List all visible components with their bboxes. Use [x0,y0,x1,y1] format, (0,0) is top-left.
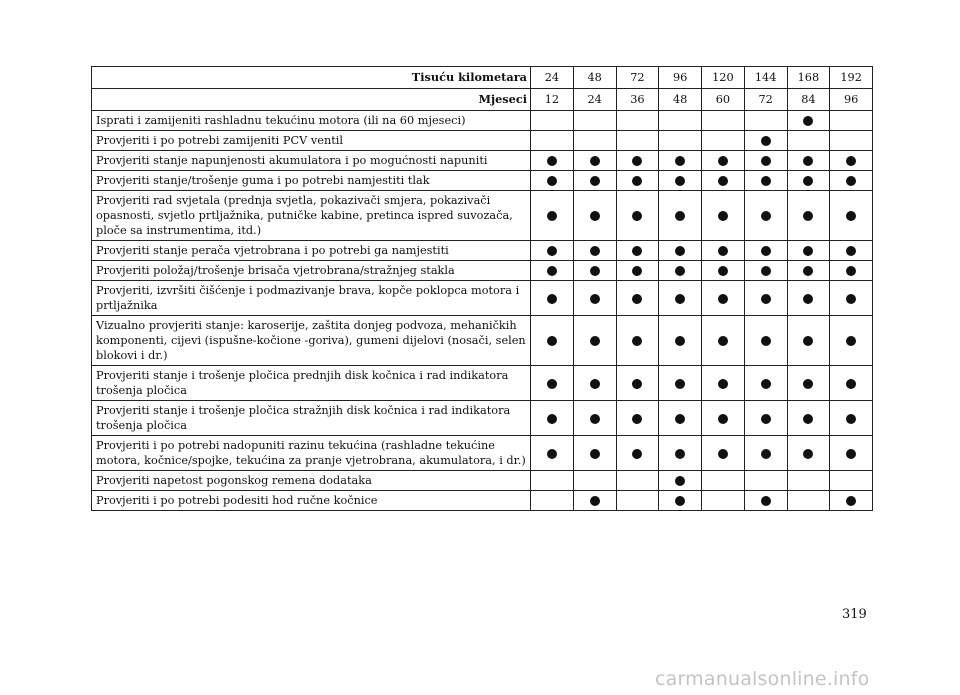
service-dot-icon [803,156,813,166]
interval-cell [787,111,830,131]
interval-cell [830,241,873,261]
service-dot-icon [590,156,600,166]
interval-cell [702,401,745,436]
service-dot-icon [632,449,642,459]
service-dot-icon [846,266,856,276]
interval-cell [531,111,574,131]
table-row [92,131,873,151]
interval-cell [702,281,745,316]
service-dot-icon [846,336,856,346]
interval-cell [830,171,873,191]
service-dot-icon [675,449,685,459]
service-dot-icon [632,266,642,276]
task-description: Provjeriti i po potrebi zamijeniti PCV ventil [92,131,531,151]
interval-cell [787,471,830,491]
table-row [92,491,873,511]
header-row-months [92,89,873,111]
interval-cell [702,241,745,261]
months-header-value: 60 [702,89,745,111]
interval-cell [616,401,659,436]
months-header-value: 12 [531,89,574,111]
table-row [92,366,873,401]
task-description: Provjeriti stanje i trošenje pločica prednjih disk kočnica i rad indikatora trošenja pločica [92,366,531,401]
interval-cell [787,316,830,366]
interval-cell [531,171,574,191]
service-dot-icon [718,449,728,459]
interval-cell [573,151,616,171]
task-description: Isprati i zamijeniti rashladnu tekućinu motora (ili na 60 mjeseci) [92,111,531,131]
task-description: Provjeriti stanje i trošenje pločica stražnjih disk kočnica i rad indikatora trošenja pločica [92,401,531,436]
km-header-value: 144 [744,67,787,89]
service-dot-icon [803,294,813,304]
service-dot-icon [846,294,856,304]
interval-cell [531,281,574,316]
interval-cell [531,316,574,366]
interval-cell [787,191,830,241]
interval-cell [531,241,574,261]
service-dot-icon [761,176,771,186]
interval-cell [573,471,616,491]
interval-cell [744,436,787,471]
service-dot-icon [846,246,856,256]
service-dot-icon [675,176,685,186]
task-description: Provjeriti i po potrebi podesiti hod ručne kočnice [92,491,531,511]
interval-cell [659,366,702,401]
km-header-value: 24 [531,67,574,89]
interval-cell [531,366,574,401]
months-header-value: 72 [744,89,787,111]
km-header-value: 168 [787,67,830,89]
table-row [92,151,873,171]
interval-cell [702,316,745,366]
interval-cell [702,111,745,131]
interval-cell [531,191,574,241]
task-description: Provjeriti stanje napunjenosti akumulatora i po mogućnosti napuniti [92,151,531,171]
interval-cell [830,281,873,316]
interval-cell [787,366,830,401]
interval-cell [830,401,873,436]
service-dot-icon [761,211,771,221]
interval-cell [659,436,702,471]
interval-cell [702,191,745,241]
interval-cell [616,316,659,366]
service-dot-icon [547,266,557,276]
service-dot-icon [590,266,600,276]
table-row [92,471,873,491]
service-dot-icon [718,211,728,221]
service-dot-icon [547,336,557,346]
service-dot-icon [547,246,557,256]
table-row [92,436,873,471]
interval-cell [744,261,787,281]
task-description: Provjeriti, izvršiti čišćenje i podmazivanje brava, kopče poklopca motora i prtljažnika [92,281,531,316]
service-dot-icon [547,176,557,186]
months-header-value: 36 [616,89,659,111]
interval-cell [830,131,873,151]
table-row [92,261,873,281]
km-header-value: 72 [616,67,659,89]
service-dot-icon [846,496,856,506]
interval-cell [531,491,574,511]
interval-cell [744,491,787,511]
task-description: Provjeriti položaj/trošenje brisača vjetrobrana/stražnjeg stakla [92,261,531,281]
interval-cell [573,191,616,241]
km-header-value: 96 [659,67,702,89]
interval-cell [616,436,659,471]
service-dot-icon [718,294,728,304]
task-description: Provjeriti i po potrebi nadopuniti razinu tekućina (rashladne tekućine motora, kočnice/spojke, tekućina za pranje vjetrobrana, akumulatora, i dr.) [92,436,531,471]
service-dot-icon [718,156,728,166]
interval-cell [573,436,616,471]
interval-cell [744,366,787,401]
interval-cell [573,491,616,511]
table-row [92,241,873,261]
interval-cell [702,491,745,511]
service-dot-icon [846,414,856,424]
interval-cell [659,316,702,366]
interval-cell [830,191,873,241]
service-dot-icon [803,176,813,186]
interval-cell [787,436,830,471]
interval-cell [744,191,787,241]
service-dot-icon [761,336,771,346]
interval-cell [573,131,616,151]
months-header-value: 48 [659,89,702,111]
table-row [92,316,873,366]
interval-cell [744,171,787,191]
service-dot-icon [632,211,642,221]
service-dot-icon [718,414,728,424]
interval-cell [702,261,745,281]
service-dot-icon [632,176,642,186]
service-dot-icon [718,379,728,389]
page-number: 319 [842,607,867,622]
service-dot-icon [761,156,771,166]
interval-cell [744,316,787,366]
service-dot-icon [547,449,557,459]
interval-cell [659,401,702,436]
interval-cell [787,261,830,281]
interval-cell [531,401,574,436]
service-dot-icon [803,449,813,459]
interval-cell [659,281,702,316]
interval-cell [787,131,830,151]
interval-cell [573,281,616,316]
interval-cell [531,471,574,491]
interval-cell [616,241,659,261]
service-dot-icon [632,414,642,424]
interval-cell [659,491,702,511]
service-dot-icon [846,449,856,459]
interval-cell [744,281,787,316]
months-header-value: 84 [787,89,830,111]
interval-cell [616,111,659,131]
interval-cell [659,111,702,131]
service-dot-icon [675,246,685,256]
service-dot-icon [547,294,557,304]
interval-cell [659,171,702,191]
interval-cell [787,401,830,436]
interval-cell [659,191,702,241]
task-description: Provjeriti stanje/trošenje guma i po potrebi namjestiti tlak [92,171,531,191]
interval-cell [744,241,787,261]
interval-cell [573,401,616,436]
service-dot-icon [803,414,813,424]
service-dot-icon [675,156,685,166]
interval-cell [702,366,745,401]
interval-cell [744,471,787,491]
interval-cell [830,366,873,401]
interval-cell [616,171,659,191]
interval-cell [787,241,830,261]
interval-cell [616,191,659,241]
service-dot-icon [718,246,728,256]
service-dot-icon [803,336,813,346]
service-dot-icon [846,156,856,166]
service-dot-icon [675,476,685,486]
service-dot-icon [675,414,685,424]
interval-cell [573,366,616,401]
service-dot-icon [590,336,600,346]
table-row [92,191,873,241]
interval-cell [616,131,659,151]
service-dot-icon [803,379,813,389]
interval-cell [744,111,787,131]
header-row-kilometers [92,67,873,89]
interval-cell [573,261,616,281]
interval-cell [616,366,659,401]
interval-cell [531,436,574,471]
service-dot-icon [761,496,771,506]
table-row [92,401,873,436]
service-dot-icon [675,294,685,304]
interval-cell [830,471,873,491]
service-dot-icon [590,414,600,424]
service-dot-icon [632,156,642,166]
service-dot-icon [632,246,642,256]
service-dot-icon [803,211,813,221]
service-dot-icon [590,211,600,221]
service-dot-icon [547,379,557,389]
interval-cell [531,261,574,281]
interval-cell [787,491,830,511]
months-header-value: 96 [830,89,873,111]
service-dot-icon [803,266,813,276]
service-dot-icon [590,176,600,186]
table-row [92,111,873,131]
service-dot-icon [761,266,771,276]
service-dot-icon [761,414,771,424]
service-dot-icon [675,379,685,389]
service-dot-icon [632,379,642,389]
interval-cell [659,241,702,261]
interval-cell [744,151,787,171]
interval-cell [573,316,616,366]
maintenance-schedule-table [91,66,873,511]
interval-cell [616,281,659,316]
service-dot-icon [590,294,600,304]
service-dot-icon [547,156,557,166]
service-dot-icon [803,246,813,256]
interval-cell [702,471,745,491]
interval-cell [616,261,659,281]
interval-cell [830,436,873,471]
interval-cell [830,151,873,171]
table-row [92,281,873,316]
interval-cell [830,261,873,281]
interval-cell [830,491,873,511]
task-description: Provjeriti rad svjetala (prednja svjetla, pokazivači smjera, pokazivači opasnosti, svjetlo prtljažnika, putničke kabine, pretinca ispred suvozača, ploče sa instrumentima, itd.) [92,191,531,241]
interval-cell [830,111,873,131]
interval-cell [531,151,574,171]
interval-cell [787,171,830,191]
interval-cell [830,316,873,366]
interval-cell [616,491,659,511]
months-header-value: 24 [573,89,616,111]
service-dot-icon [675,266,685,276]
service-dot-icon [632,336,642,346]
service-dot-icon [718,176,728,186]
service-dot-icon [803,116,813,126]
service-dot-icon [547,211,557,221]
interval-cell [702,171,745,191]
interval-cell [659,131,702,151]
service-dot-icon [718,266,728,276]
service-dot-icon [590,246,600,256]
service-dot-icon [846,211,856,221]
service-dot-icon [761,246,771,256]
service-dot-icon [675,211,685,221]
table-row [92,171,873,191]
interval-cell [573,111,616,131]
interval-cell [573,241,616,261]
interval-cell [702,436,745,471]
interval-cell [659,471,702,491]
km-header-value: 192 [830,67,873,89]
schedule-body [92,111,873,511]
km-header-value: 120 [702,67,745,89]
service-dot-icon [675,336,685,346]
interval-cell [659,151,702,171]
service-dot-icon [761,449,771,459]
km-header-label: Tisuću kilometara [92,67,531,89]
months-header-label: Mjeseci [92,89,531,111]
interval-cell [702,131,745,151]
task-description: Provjeriti napetost pogonskog remena dodataka [92,471,531,491]
service-dot-icon [718,336,728,346]
service-dot-icon [590,449,600,459]
service-dot-icon [590,496,600,506]
interval-cell [659,261,702,281]
interval-cell [744,131,787,151]
service-dot-icon [675,496,685,506]
service-dot-icon [846,176,856,186]
interval-cell [573,171,616,191]
task-description: Vizualno provjeriti stanje: karoserije, zaštita donjeg podvoza, mehaničkih komponenti, cijevi (ispušne-kočione -goriva), gumeni dijelovi (nosači, selen blokovi i dr.) [92,316,531,366]
interval-cell [616,151,659,171]
interval-cell [531,131,574,151]
service-dot-icon [761,379,771,389]
service-dot-icon [547,414,557,424]
service-dot-icon [590,379,600,389]
km-header-value: 48 [573,67,616,89]
service-dot-icon [761,136,771,146]
interval-cell [702,151,745,171]
service-dot-icon [632,294,642,304]
interval-cell [616,471,659,491]
watermark-text: carmanualsonline.info [655,668,870,690]
service-dot-icon [761,294,771,304]
interval-cell [787,281,830,316]
interval-cell [787,151,830,171]
interval-cell [744,401,787,436]
service-dot-icon [846,379,856,389]
task-description: Provjeriti stanje perača vjetrobrana i po potrebi ga namjestiti [92,241,531,261]
